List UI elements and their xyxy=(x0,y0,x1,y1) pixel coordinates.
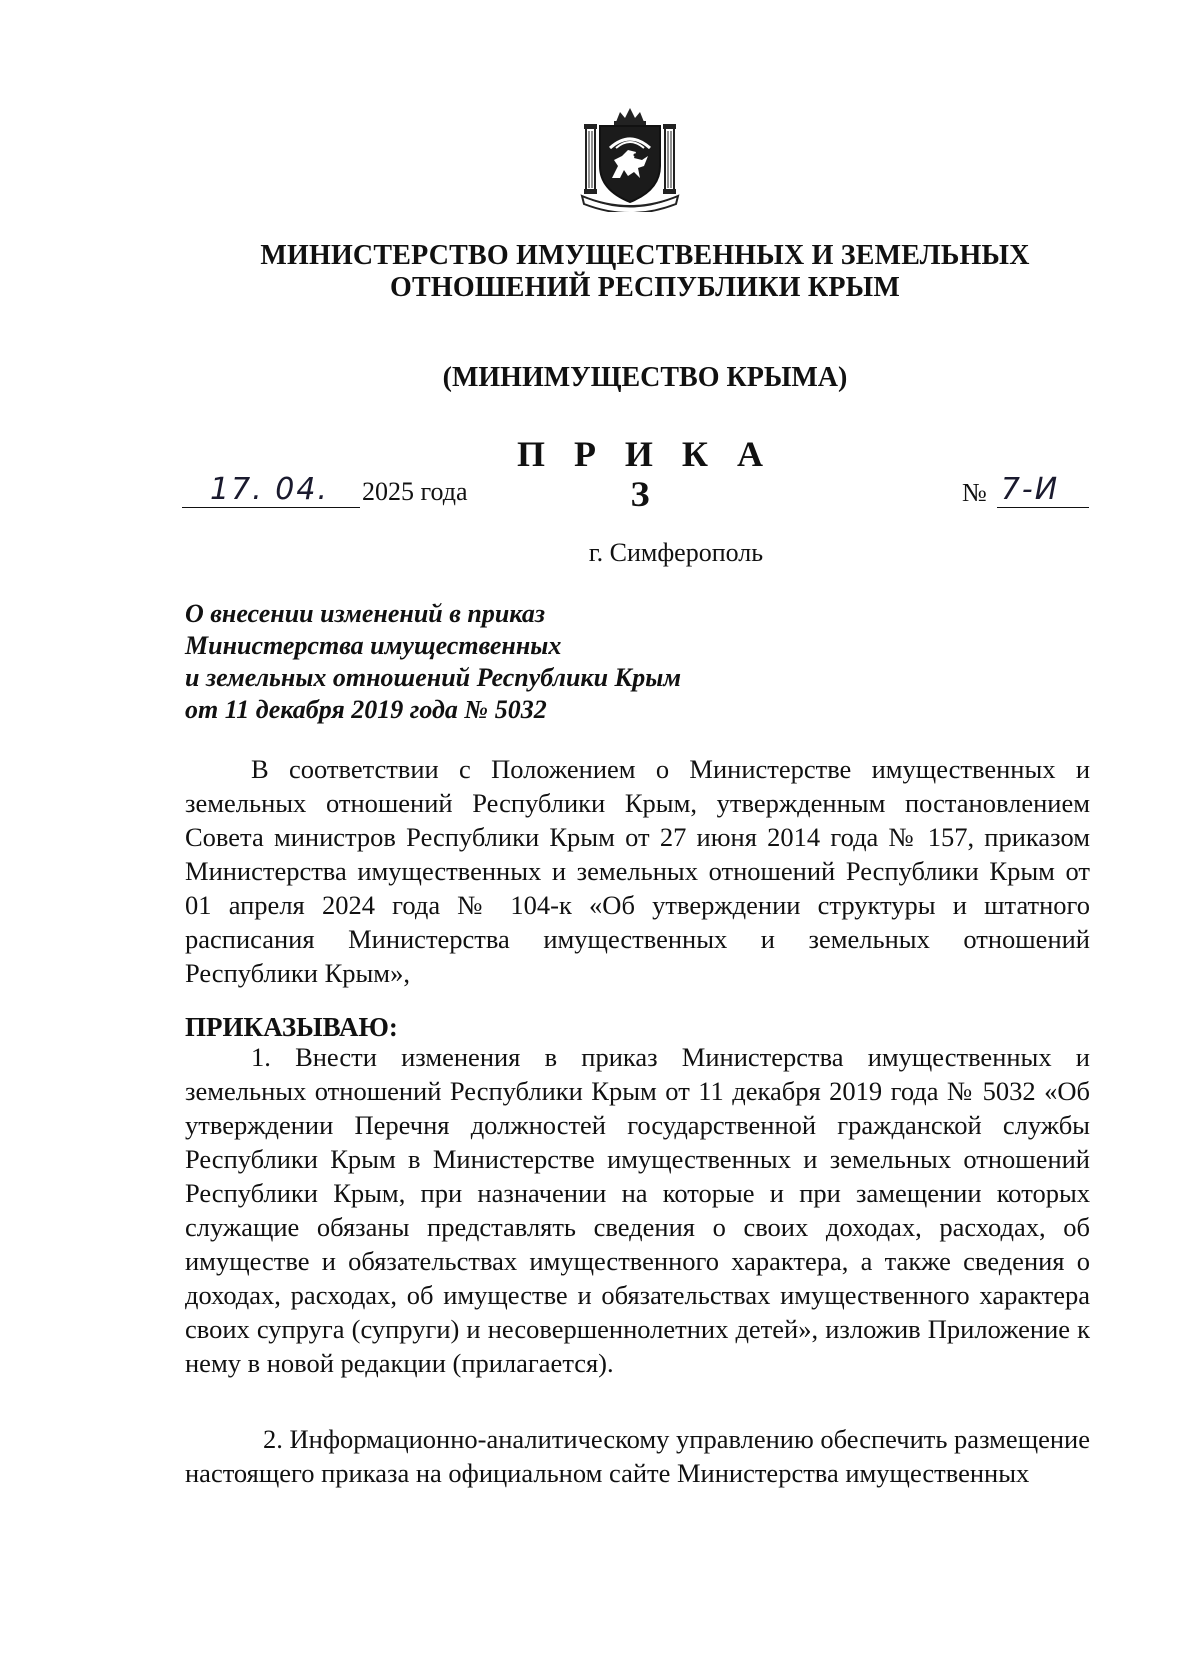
handwritten-number: 7-И xyxy=(1000,472,1060,507)
ministry-title xyxy=(200,240,1090,304)
order-item-1: 1. Внести изменения в приказ Министерства имущественных и земельных отношений Республики Крым от 11 декабря 2019 года № 5032 «Об утверждении Перечня должностей государственной гражданской службы Республики Крым в Министерстве имущественных и земельных отношений Республики Крым, при назначении на которые и при замещении которых служащие обязаны представлять сведения о своих доходах, расходах, об имуществе и обязательствах имущественного характера, а также сведения о доходах, расходах, об имуществе и обязательствах имущественного характера своих супруга (супруги) и несовершеннолетних детей», изложив Приложение к нему в новой редакции (прилагается). xyxy=(185,1042,1090,1378)
order-label: ПРИКАЗЫВАЮ: xyxy=(185,1012,398,1042)
subject-line-1: О внесении изменений в приказ xyxy=(185,599,545,628)
subject-line-3: и земельных отношений Республики Крым xyxy=(185,663,682,692)
ministry-title-line-2: ОТНОШЕНИЙ РЕСПУБЛИКИ КРЫМ xyxy=(390,272,900,303)
subject-line-4: от 11 декабря 2019 года № 5032 xyxy=(185,695,547,724)
date-year-label: 2025 года xyxy=(362,477,468,506)
ministry-short-name: (МИНИМУЩЕСТВО КРЫМА) xyxy=(442,362,848,393)
ministry-title-line-1: МИНИСТЕРСТВО ИМУЩЕСТВЕННЫХ И ЗЕМЕЛЬНЫХ xyxy=(260,240,1030,271)
number-sign: № xyxy=(962,478,987,507)
order-number xyxy=(962,472,1089,508)
order-date xyxy=(182,472,468,508)
date-blank-line xyxy=(182,472,360,508)
subject-line-2: Министерства имущественных xyxy=(185,631,562,660)
document-type-heading: П Р И К А З xyxy=(516,434,774,514)
order-item-2: 2. Информационно-аналитическому управлению обеспечить размещение настоящего приказа на официальном сайте Министерства имущественных xyxy=(185,1424,1090,1488)
crimea-coat-of-arms-icon xyxy=(578,104,682,212)
order-subject xyxy=(185,598,805,726)
preamble-paragraph: В соответствии с Положением о Министерстве имущественных и земельных отношений Республики Крым, утвержденным постановлением Совета министров Республики Крым от 27 июня 2014 года № 157, приказом Министерства имущественных и земельных отношений Республики Крым от 01 апреля 2024 года № 104-к «Об утверждении структуры и штатного расписания Министерства имущественных и земельных отношений Республики Крым», xyxy=(185,754,1090,988)
number-blank-line xyxy=(997,472,1089,508)
handwritten-date: 17. 04. xyxy=(210,472,329,507)
city-label: г. Симферополь xyxy=(588,538,764,567)
